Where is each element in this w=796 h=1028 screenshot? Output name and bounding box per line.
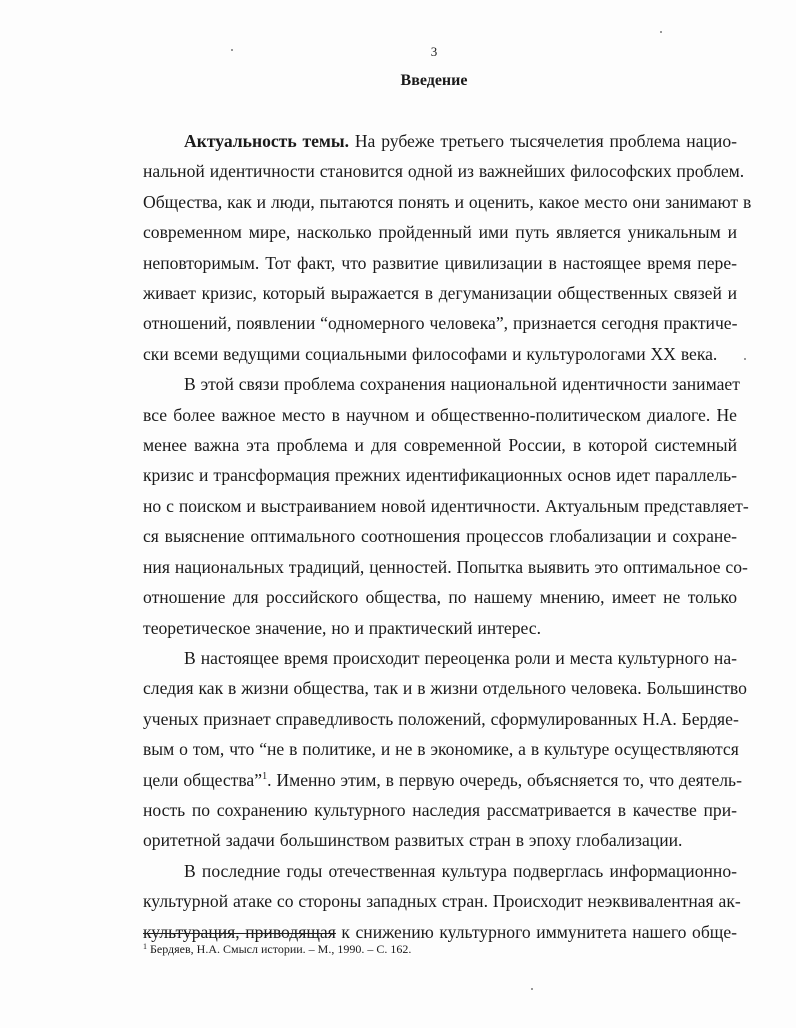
text-line: ски всеми ведущими социальными философами и культурологами XX века.	[143, 343, 718, 364]
paragraph-relevance	[143, 126, 752, 947]
text-line: но с поиском и выстраиванием новой идентичности. Актуальным представляет-	[143, 495, 749, 516]
text-line: вым о том, что “не в политике, и не в экономике, а в культуре осуществляются	[143, 739, 739, 760]
text-line: нальной идентичности становится одной из важнейших философских проблем.	[143, 161, 745, 182]
text-line: В этой связи проблема сохранения национальной идентичности занимает	[184, 374, 740, 395]
text-line: Общества, как и люди, пытаются понять и оценить, какое место они занимают в	[143, 191, 752, 212]
text-line: ния национальных традиций, ценностей. Попытка выявить это оптимальное со-	[143, 556, 748, 577]
footnote	[143, 942, 411, 957]
footnote-reference[interactable]: 1	[262, 770, 268, 782]
text-line: культурной атаке со стороны западных стран. Происходит неэквивалентная ак-	[143, 891, 741, 912]
text-line: теоретическое значение, но и практический интерес.	[143, 617, 541, 638]
text-line: все более важное место в научном и общественно-политическом диалоге. Не	[143, 404, 737, 425]
text-line: отношение для российского общества, по нашему мнению, имеет не только	[143, 587, 737, 608]
footnote-marker: 1	[143, 942, 147, 951]
text-line: отношений, появлении “одномерного человека”, признается сегодня практиче-	[143, 313, 738, 334]
scan-speck	[744, 358, 746, 360]
text-line: менее важна эта проблема и для современной России, в которой системный	[143, 435, 737, 456]
text-line: В настоящее время происходит переоценка роли и места культурного на-	[184, 647, 737, 668]
text-line: В последние годы отечественная культура подверглась информационно-	[184, 860, 737, 881]
text-line: ность по сохранению культурного наследия рассматривается в качестве при-	[143, 799, 737, 820]
text-line: следия как в жизни общества, так и в жизни отдельного человека. Большинство	[143, 678, 747, 699]
text-line: кризис и трансформация прежних идентификационных основ идет параллель-	[143, 465, 737, 486]
text-line: культурация, приводящая к снижению культурного иммунитета нашего обще-	[143, 921, 737, 942]
page-number: 3	[430, 44, 438, 59]
scan-speck	[660, 31, 662, 33]
text-line: живает кризис, который выражается в дегуманизации общественных связей и	[143, 283, 737, 304]
section-lead: Актуальность темы.	[184, 131, 350, 151]
footnote-divider	[143, 933, 336, 934]
page-title: Введение	[400, 72, 468, 89]
text-line: ся выяснение оптимального соотношения процессов глобализации и сохране-	[143, 526, 737, 547]
text-line: оритетной задачи большинством развитых стран в эпоху глобализации.	[143, 830, 683, 851]
scan-speck	[231, 49, 233, 51]
text-line: Актуальность темы. На рубеже третьего тысячелетия проблема нацио-	[184, 131, 737, 151]
text-line: ученых признает справедливость положений, сформулированных Н.А. Бердяе-	[143, 708, 739, 729]
footnote-text: Бердяев, Н.А. Смысл истории. – М., 1990. – С. 162.	[147, 942, 412, 956]
text-line: неповторимым. Тот факт, что развитие цивилизации в настоящее время пере-	[143, 252, 737, 273]
text-line: цели общества”$^1$. Именно этим, в первую очередь, объясняется то, что деятель-	[143, 769, 742, 790]
scan-speck	[531, 988, 533, 990]
text-line: современном мире, насколько пройденный ими путь является уникальным и	[143, 222, 737, 243]
